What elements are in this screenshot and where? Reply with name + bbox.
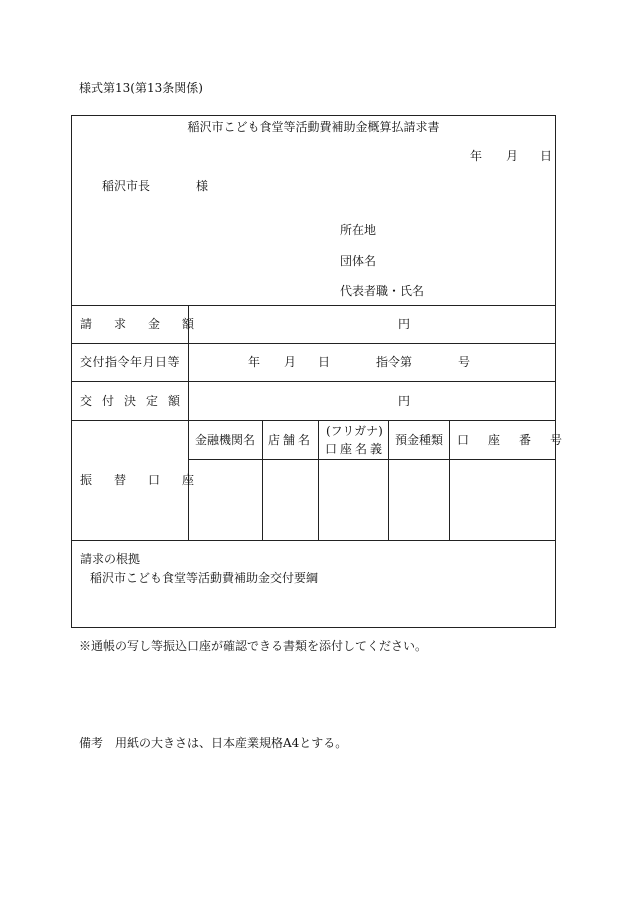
date-day: 日 [540, 149, 553, 163]
directive-year: 年 [248, 355, 261, 369]
amount-label-text: 請求金額 [80, 317, 217, 331]
bank-institution-header: 金融機関名 [195, 433, 256, 447]
addressee-honorific: 様 [196, 179, 209, 193]
date-month: 月 [506, 149, 519, 163]
directive-label: 交付指令年月日等 [80, 355, 181, 369]
amount-label [80, 317, 217, 331]
basis-text: 稲沢市こども食堂等活動費補助金交付要綱 [90, 571, 319, 585]
bank-holder-header: 口座名義 [325, 442, 386, 456]
directive-month: 月 [284, 355, 297, 369]
attachment-note: ※通帳の写し等振込口座が確認できる書類を添付してください。 [79, 639, 428, 653]
bank-type-header: 預金種類 [395, 433, 444, 447]
form-number: 様式第13(第13条関係) [79, 81, 203, 95]
directive-number-suffix: 号 [458, 355, 471, 369]
addressee-name: 稲沢市長 [102, 179, 151, 193]
amount-unit: 円 [398, 317, 411, 331]
decision-unit: 円 [398, 394, 411, 408]
bank-holder-kana-header: (フリガナ) [326, 424, 383, 438]
decision-label: 交付決定額 [80, 394, 191, 408]
form-title: 稲沢市こども食堂等活動費補助金概算払請求書 [187, 120, 440, 134]
representative-label: 代表者職・氏名 [340, 284, 425, 298]
date-year: 年 [470, 149, 483, 163]
address-label: 所在地 [340, 223, 377, 237]
directive-day: 日 [318, 355, 331, 369]
group-name-label: 団体名 [340, 254, 377, 268]
bank-number-header: 口座番号 [457, 433, 582, 447]
bank-label: 振替口座 [80, 473, 217, 487]
request-form [71, 115, 582, 628]
remarks: 備考 用紙の大きさは、日本産業規格A4とする。 [79, 736, 348, 750]
directive-number-prefix: 指令第 [376, 355, 413, 369]
basis-label: 請求の根拠 [80, 552, 141, 566]
bank-branch-header: 店舗名 [268, 433, 314, 447]
